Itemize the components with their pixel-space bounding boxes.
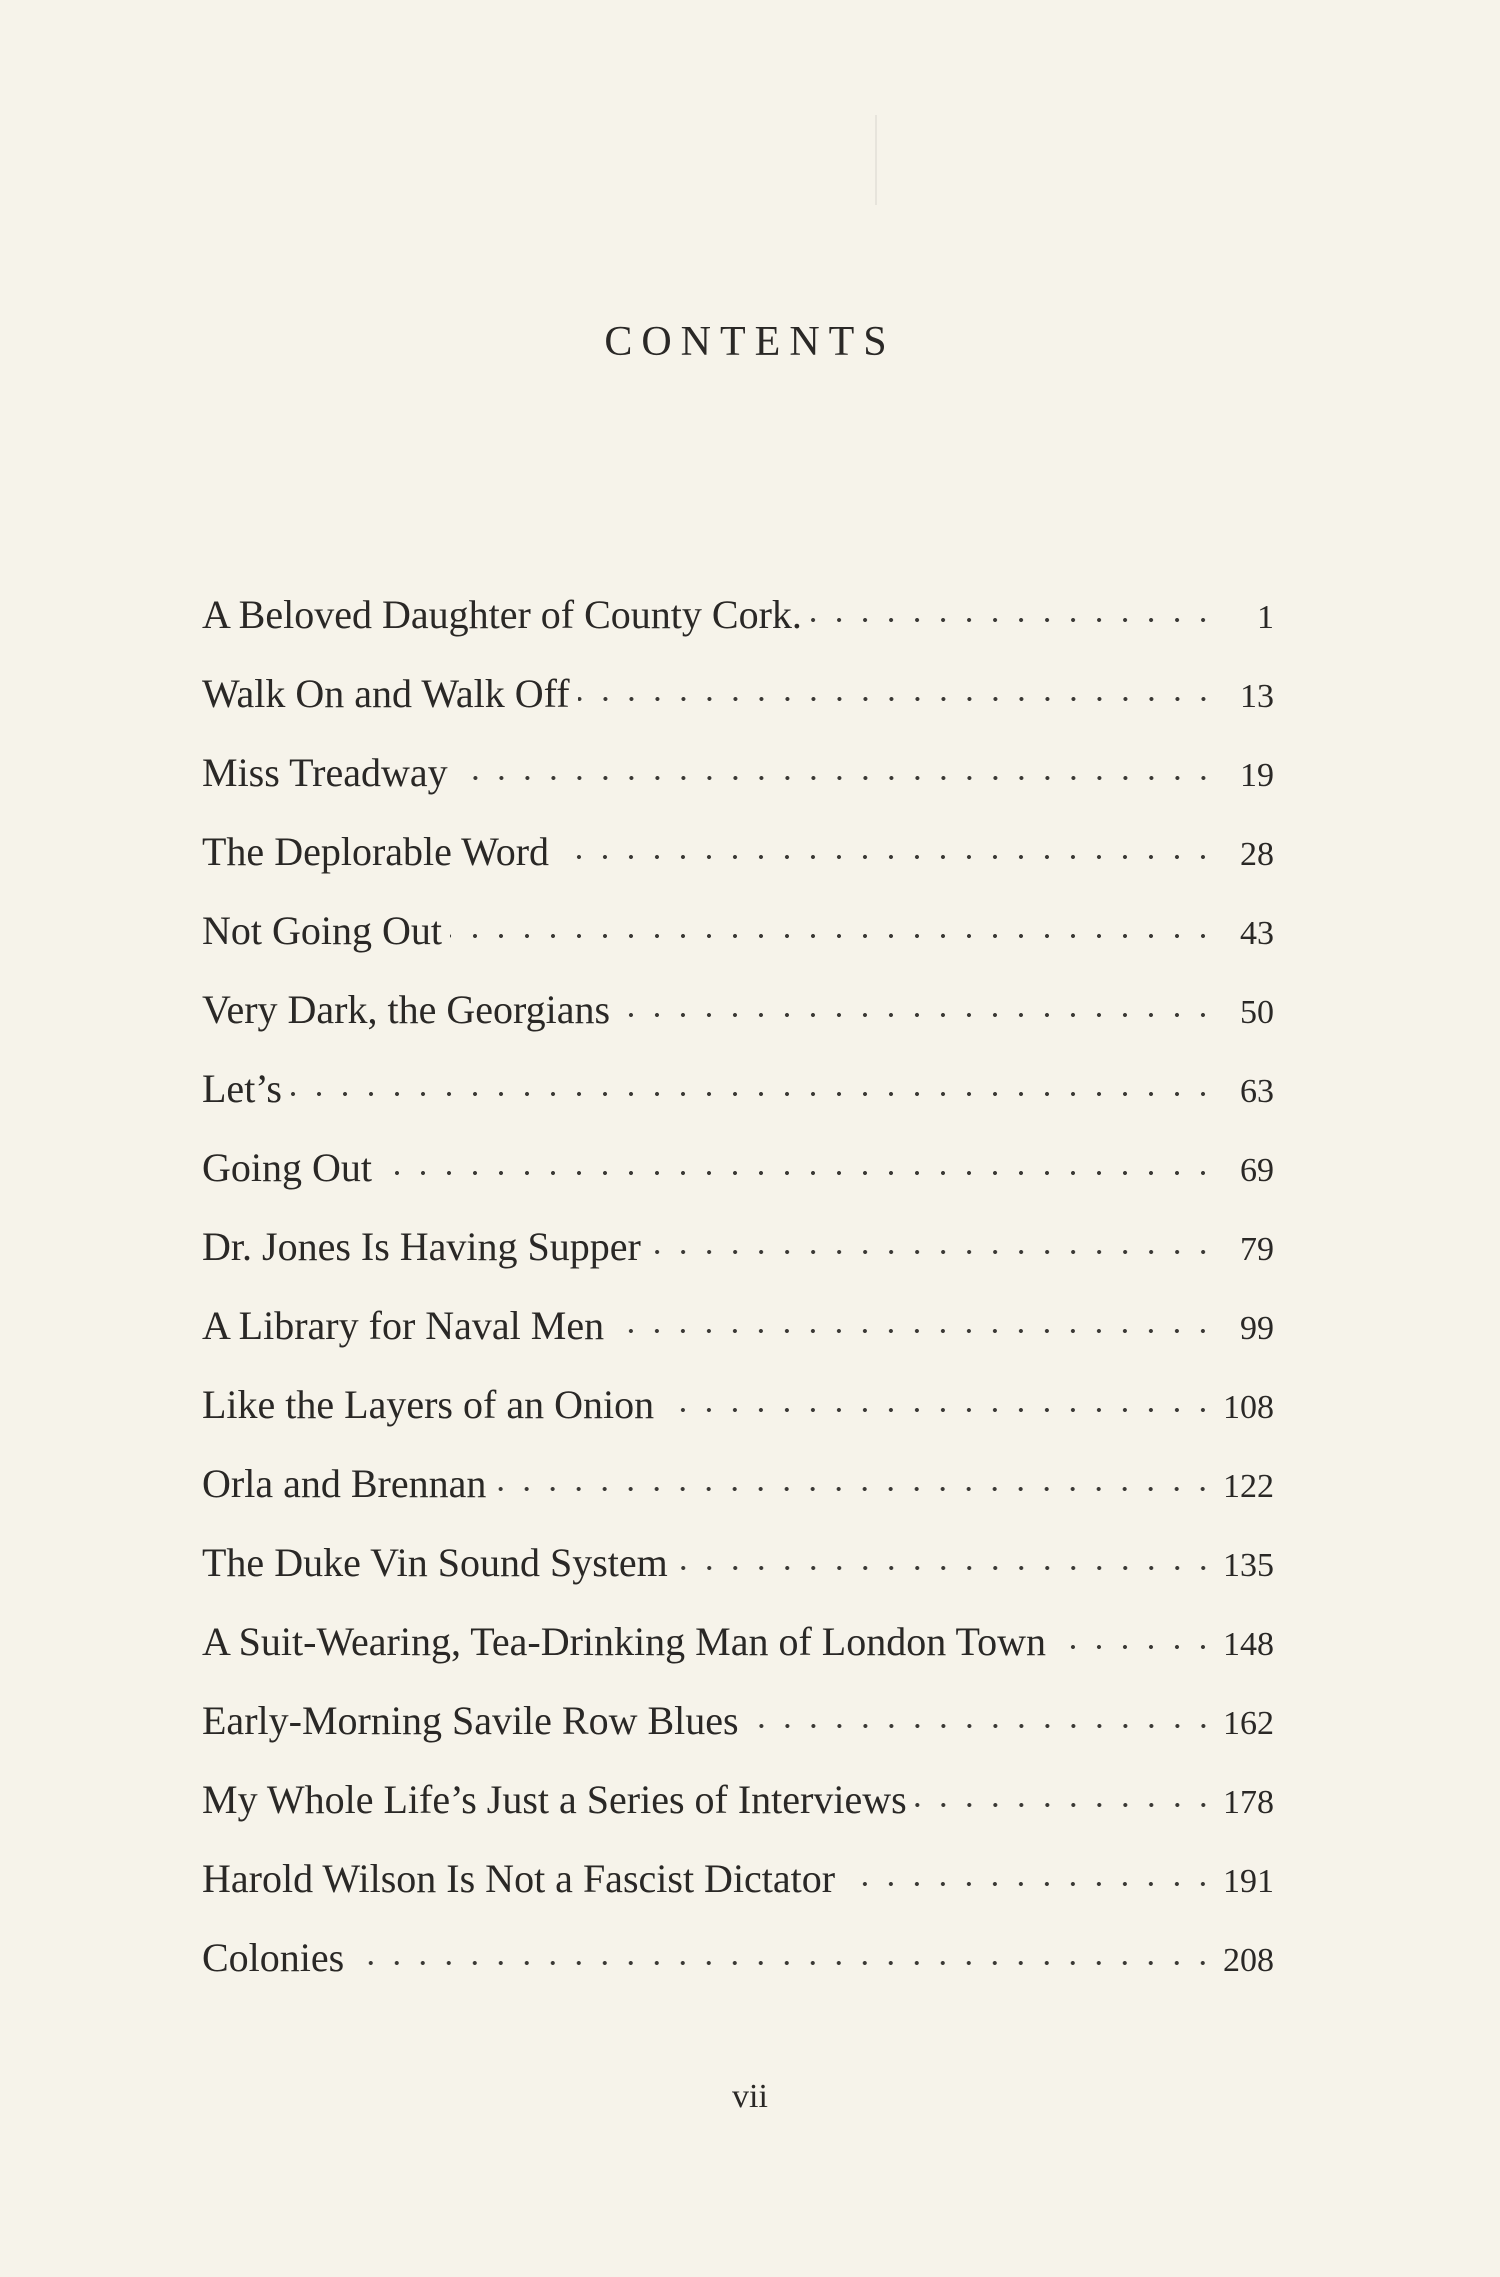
toc-entry-page-number: 79: [1240, 1231, 1274, 1268]
toc-entry-page-number: 191: [1223, 1863, 1274, 1900]
toc-entry-page-number: 178: [1223, 1784, 1274, 1821]
page-crease: [875, 115, 877, 205]
dot-leader: [557, 855, 1216, 859]
toc-entry-title: My Whole Life’s Just a Series of Interviews: [202, 1777, 907, 1822]
toc-entry-title: Colonies: [202, 1935, 345, 1980]
toc-entry: [202, 1602, 1274, 1681]
toc-entry: [202, 1918, 1274, 1997]
toc-entry-title: Not Going Out: [202, 908, 442, 953]
table-of-contents: [202, 575, 1274, 1997]
toc-entry: [202, 733, 1274, 812]
toc-entry: [202, 1207, 1274, 1286]
toc-entry-title: Early-Morning Savile Row Blues: [202, 1698, 739, 1743]
toc-entry: [202, 970, 1274, 1049]
toc-entry: [202, 575, 1274, 654]
dot-leader: [456, 776, 1216, 780]
dot-leader: [618, 1013, 1216, 1017]
toc-entry-page-number: 108: [1223, 1389, 1274, 1426]
toc-entry-page-number: 13: [1240, 678, 1274, 715]
toc-entry-title: Going Out: [202, 1145, 372, 1190]
toc-entry-page-number: 99: [1240, 1310, 1274, 1347]
dot-leader: [747, 1724, 1216, 1728]
page-number: vii: [732, 2078, 768, 2115]
toc-entry: [202, 1049, 1274, 1128]
toc-entry-title: Harold Wilson Is Not a Fascist Dictator: [202, 1856, 836, 1901]
toc-entry-page-number: 162: [1223, 1705, 1274, 1742]
toc-entry: [202, 654, 1274, 733]
toc-entry-title: The Duke Vin Sound System: [202, 1540, 668, 1585]
dot-leader: [662, 1408, 1216, 1412]
toc-entry-title: A Suit-Wearing, Tea-Drinking Man of London Town: [202, 1619, 1047, 1664]
toc-entry-title: A Library for Naval Men: [202, 1303, 605, 1348]
toc-entry-page-number: 50: [1240, 994, 1274, 1031]
toc-entry-page-number: 148: [1223, 1626, 1274, 1663]
toc-entry-title: Walk On and Walk Off: [202, 671, 570, 716]
dot-leader: [380, 1171, 1216, 1175]
toc-entry-page-number: 69: [1240, 1152, 1274, 1189]
toc-entry: [202, 1365, 1274, 1444]
dot-leader: [450, 934, 1216, 938]
dot-leader: [578, 697, 1216, 701]
toc-entry-page-number: 43: [1240, 915, 1274, 952]
toc-entry: [202, 891, 1274, 970]
dot-leader: [352, 1961, 1216, 1965]
toc-entry-page-number: 208: [1223, 1942, 1274, 1979]
dot-leader: [649, 1250, 1216, 1254]
toc-entry: [202, 812, 1274, 891]
toc-entry: [202, 1760, 1274, 1839]
toc-entry: [202, 1839, 1274, 1918]
dot-leader: [612, 1329, 1216, 1333]
toc-entry: [202, 1128, 1274, 1207]
toc-entry-title: Dr. Jones Is Having Supper: [202, 1224, 641, 1269]
contents-heading: CONTENTS: [604, 319, 896, 365]
toc-entry-page-number: 122: [1223, 1468, 1274, 1505]
toc-entry-title: A Beloved Daughter of County Cork.: [202, 592, 802, 637]
dot-leader: [1054, 1645, 1216, 1649]
toc-entry-title: Miss Treadway: [202, 750, 448, 795]
toc-entry-page-number: 28: [1240, 836, 1274, 873]
dot-leader: [915, 1803, 1216, 1807]
toc-entry-title: Like the Layers of an Onion: [202, 1382, 655, 1427]
toc-entry: [202, 1523, 1274, 1602]
toc-entry: [202, 1681, 1274, 1760]
toc-entry-title: Let’s: [202, 1066, 282, 1111]
toc-entry-page-number: 135: [1223, 1547, 1274, 1584]
dot-leader: [290, 1092, 1216, 1096]
toc-entry-page-number: 19: [1240, 757, 1274, 794]
toc-entry-title: Orla and Brennan: [202, 1461, 487, 1506]
toc-entry-page-number: 1: [1257, 599, 1274, 636]
toc-entry-title: The Deplorable Word: [202, 829, 550, 874]
dot-leader: [676, 1566, 1216, 1570]
dot-leader: [843, 1882, 1216, 1886]
toc-entry-page-number: 63: [1240, 1073, 1274, 1110]
dot-leader: [494, 1487, 1216, 1491]
toc-entry: [202, 1444, 1274, 1523]
toc-entry-title: Very Dark, the Georgians: [202, 987, 611, 1032]
toc-entry: [202, 1286, 1274, 1365]
dot-leader: [810, 618, 1216, 622]
